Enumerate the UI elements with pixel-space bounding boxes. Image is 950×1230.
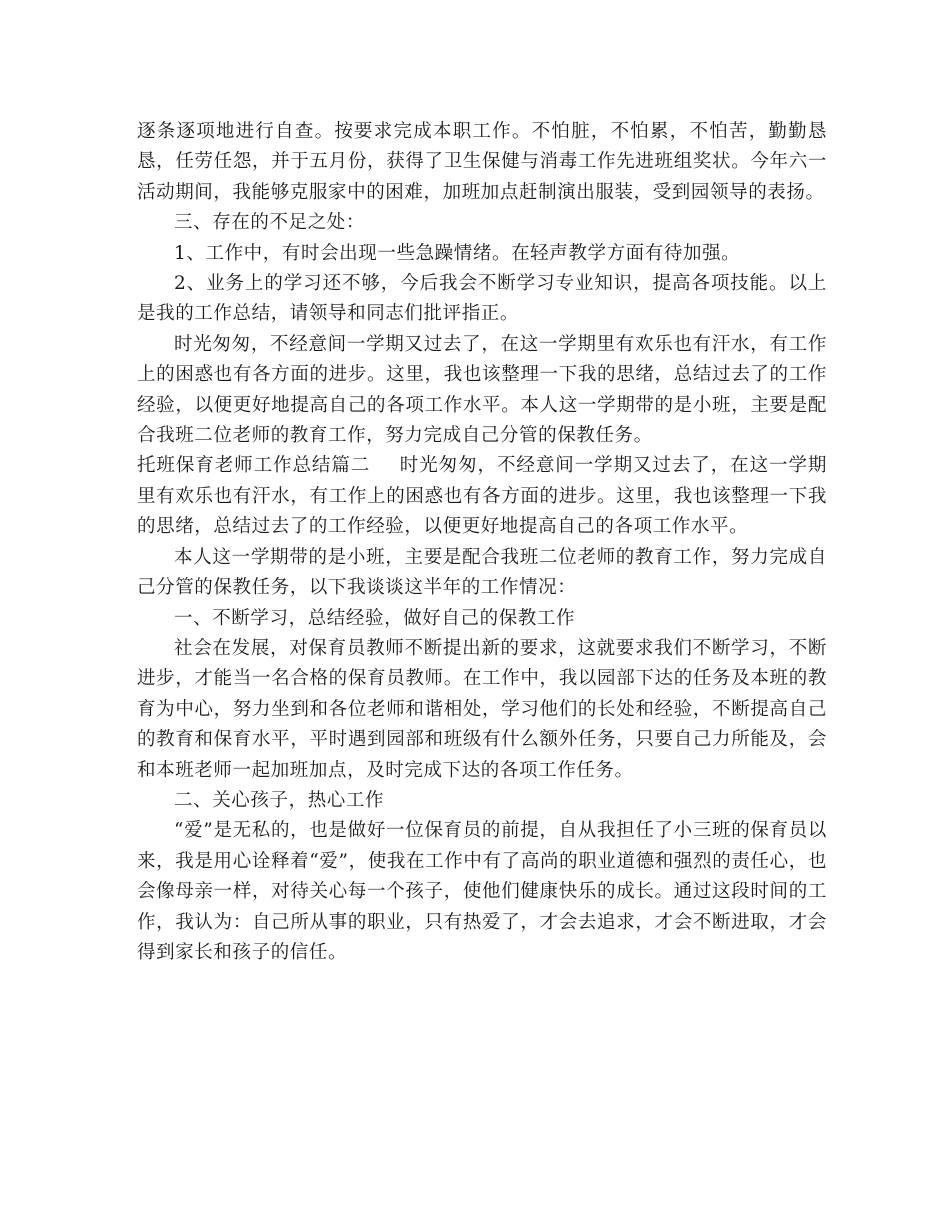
paragraph-learning: 社会在发展，对保育员教师不断提出新的要求，这就要求我们不断学习，不断进步，才能当一名合格的保育员教师。在工作中，我以园部下达的任务及本班的教育为中心，努力坐到和各位老师和谐相处，学习他们的长处和经验，不断提高自己的教育和保育水平，平时遇到园部和班级有什么额外任务，只要自己力所能及，会和本班老师一起加班加点，及时完成下达的各项工作任务。 xyxy=(137,637,827,781)
article-title: 托班保育老师工作总结篇二 xyxy=(137,455,371,477)
paragraph-time-passes: 时光匆匆，不经意间一学期又过去了，在这一学期里有欢乐也有汗水，有工作上的困惑也有各方面的进步。这里，我也该整理一下我的思绪，总结过去了的工作经验，以便更好地提高自己的各项工作水平。本人这一学期带的是小班，主要是配合我班二位老师的教育工作，努力完成自己分管的保教任务。 xyxy=(137,333,827,447)
list-item-2: 2、业务上的学习还不够，今后我会不断学习专业知识，提高各项技能。以上是我的工作总结，请领导和同志们批评指正。 xyxy=(137,273,827,325)
section-heading-caring: 二、关心孩子，热心工作 xyxy=(174,789,385,811)
list-item-1: 1、工作中，有时会出现一些急躁情绪。在轻声教学方面有待加强。 xyxy=(174,242,741,264)
paragraph-love: “爱”是无私的，也是做好一位保育员的前提，自从我担任了小三班的保育员以来，我是用心诠释着“爱”，使我在工作中有了高尚的职业道德和强烈的责任心，也会像母亲一样，对待关心每一个孩子，使他们健康快乐的成长。通过这段时间的工作，我认为：自己所从事的职业，只有热爱了，才会去追求，才会不断进取，才会得到家长和孩子的信任。 xyxy=(137,820,827,963)
paragraph-article-two xyxy=(137,451,827,542)
document-body xyxy=(137,117,827,968)
section-heading-shortcomings: 三、存在的不足之处： xyxy=(174,212,366,234)
paragraph-class-intro: 本人这一学期带的是小班，主要是配合我班二位老师的教育工作，努力完成自己分管的保教任务，以下我谈谈这半年的工作情况： xyxy=(137,546,827,599)
paragraph-continuation: 逐条逐项地进行自查。按要求完成本职工作。不怕脏，不怕累，不怕苦，勤勤恳恳，任劳任怨，并于五月份，获得了卫生保健与消毒工作先进班组奖状。今年六一活动期间，我能够克服家中的困难，加班加点赶制演出服装，受到园领导的表扬。 xyxy=(137,121,827,203)
section-heading-learning: 一、不断学习，总结经验，做好自己的保教工作 xyxy=(174,607,576,629)
article-two-intro: 时光匆匆，不经意间一学期又过去了，在这一学期里有欢乐也有汗水，有工作上的困惑也有各方面的进步。这里，我也该整理一下我的思绪，总结过去了的工作经验，以便更好地提高自己的各项工作水平。 xyxy=(137,455,827,538)
